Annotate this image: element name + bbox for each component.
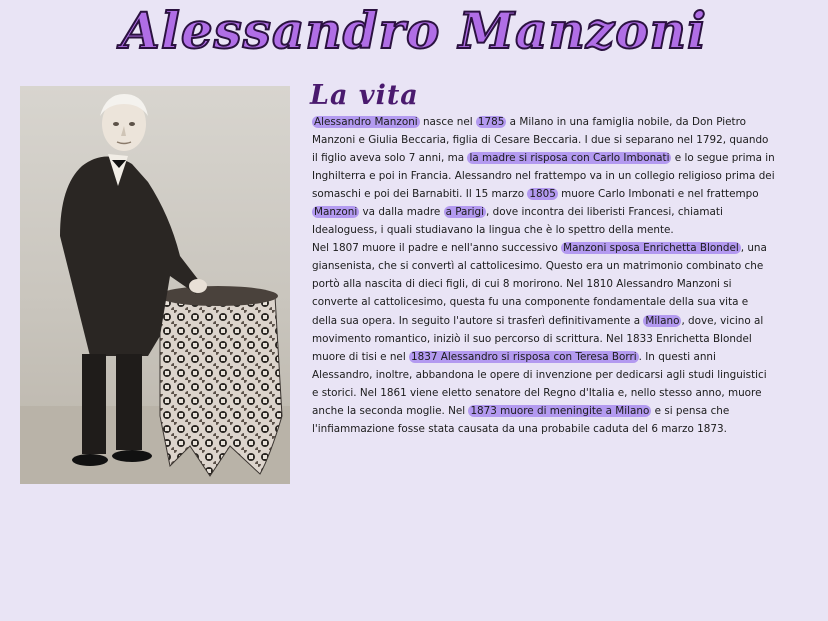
text-run: a Milano in una famiglia nobile, da Don Pietro Manzoni e Giulia Beccaria, figlia di Cesare Beccaria. I due si separano nel 1792, quando il figlio aveva solo 7 anni, ma (312, 116, 769, 165)
text-run: muore Carlo Imbonati e nel frattempo (557, 188, 759, 201)
highlight: 1873 muore di meningite a Milano (470, 404, 650, 417)
highlight: 1805 (529, 188, 556, 201)
highlight: Manzoni sposa Enrichetta Blondel (563, 242, 739, 255)
highlight: la madre si risposa con Carlo Imbonati (469, 152, 670, 165)
text-run: va dalla madre (359, 206, 444, 219)
biography-paragraph-2 (312, 239, 776, 438)
page-title: Alessandro Manzoni (121, 1, 707, 60)
highlight: Manzoni (314, 206, 358, 219)
text-run: , una giansenista, che si convertì al cattolicesimo. Questo era un matrimonio combinato che portò alla nascita di dieci figli, di cui 8 morirono. Nel 1810 Alessandro Manzoni si converte al cattolicesimo, questa fu una componente fondamentale della sua vita e della sua opera. In seguito l'autore si trasferì definitivamente a (312, 242, 767, 327)
text-run: , dove, vicino al movimento romantico, iniziò il suo percorso di scrittura. Nel 1833 Enrichetta Blondel muore di tisi e nel (312, 314, 764, 363)
text-run: e si pensa che l'infiammazione fosse stata causata da una probabile caduta del 6 marzo 1873. (312, 404, 730, 435)
highlight: Milano (645, 314, 680, 327)
text-run: , dove incontra dei liberisti Francesi, chiamati Idealoguess, i quali studiavano la lingua che è lo spettro della mente. (312, 206, 723, 237)
section-heading: La vita (310, 80, 419, 111)
highlight: a Parigi (445, 206, 485, 219)
portrait-photo (20, 86, 290, 484)
highlight: Alessandro Manzoni (314, 116, 418, 128)
biography-text (312, 113, 776, 438)
text-run: e lo segue prima in Inghilterra e poi in Francia. Alessandro nel frattempo va in un collegio religioso prima dei somaschi e poi dei Barnabiti. Il 15 marzo (312, 152, 775, 201)
text-run: . In questi anni Alessandro, inoltre, abbandona le opere di invenzione per dedicarsi agli studi linguistici e storici. Nel 1861 viene eletto senatore del Regno d'Italia e, nello stesso anno, muore anche la seconda moglie. Nel (312, 350, 767, 417)
text-run: nasce nel (419, 116, 476, 128)
highlight: 1837 Alessandro si risposa con Teresa Borri (411, 350, 637, 363)
portrait-illustration (20, 86, 290, 484)
biography-paragraph-1 (312, 113, 776, 239)
highlight: 1785 (477, 116, 505, 128)
text-run: Nel 1807 muore il padre e nell'anno successivo (312, 242, 562, 255)
